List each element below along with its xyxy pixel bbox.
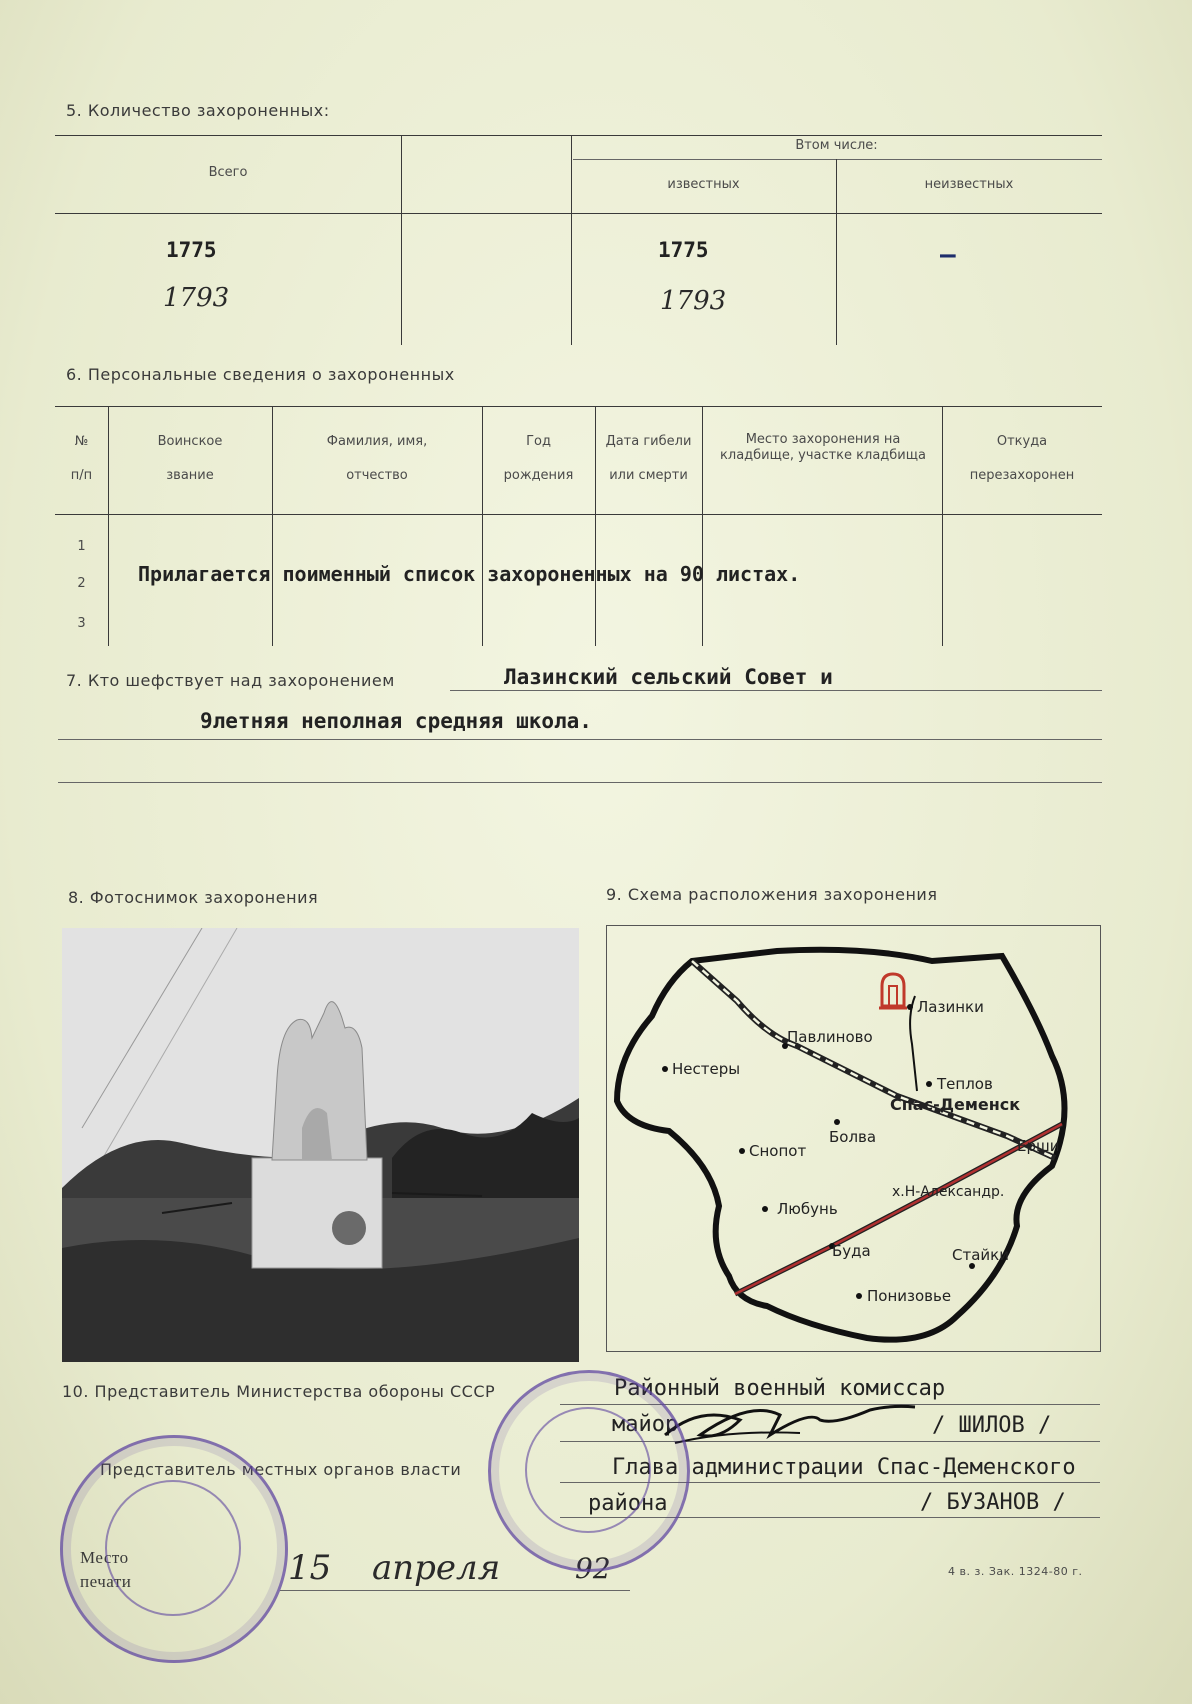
sec7-rule-2 [58,739,1102,740]
map-label-bolva: Болва [829,1128,877,1146]
memorial-photo-drawing [62,928,579,1362]
sec6-h-rank-2: звание [166,468,214,483]
sec6-h-name-2: отчество [346,468,408,483]
seal-emblem-ring [525,1407,651,1533]
map-label-lyubun: Любунь [777,1200,838,1218]
local-administration-seal [488,1370,690,1572]
sec10-date-month: апреля [372,1548,501,1588]
sec10-local-position-2: района [588,1491,668,1516]
sec7-patron-line-1: Лазинский сельский Совет и [504,665,833,689]
map-label-n-alexandr: х.Н-Александр. [892,1184,1005,1200]
map-label-ponizovye: Понизовье [867,1287,952,1305]
sec5-unknown-value: — [940,240,956,270]
sec5-top-rule [55,135,1102,136]
sec10-local-label: Представитель местных органов власти [100,1460,462,1479]
map-label-lazinki: Лазинки [917,998,984,1016]
sec10-print-note: 4 в. з. Зак. 1324-80 г. [948,1565,1083,1578]
memorial-photo [62,928,579,1362]
sec5-header-rule [55,213,1102,214]
sec5-col-known: известных [667,177,740,192]
location-map [606,925,1101,1352]
sec10-title: 10. Представитель Министерства обороны СССР [62,1382,496,1401]
sec5-divider-1 [401,135,402,345]
sec6-row-num: 1 [77,539,86,554]
sec10-date-year: 92 [575,1552,611,1585]
sec6-h-from-2: перезахоронен [969,468,1075,483]
map-label-nestery: Нестеры [672,1060,741,1078]
sec5-col-including: Втом числе: [795,138,878,153]
map-label-teplov: Теплов [937,1075,993,1093]
sec10-mo-position: Районный военный комиссар [614,1376,946,1401]
map-label-ershi: Ерши [1017,1137,1060,1155]
map-dot [856,1293,862,1299]
sec10-mo-rank: майор [612,1412,679,1437]
map-label-staiki: Стайки [952,1246,1009,1264]
sec10-local-position: Глава администрации Спас-Деменского [612,1455,1076,1480]
sec10-date-day: 15 [288,1548,332,1588]
map-label-pavlinovo: Павлиново [787,1028,873,1046]
sec6-attached-list-note: Прилагается поименный список захороненных на 90 листах. [138,562,801,586]
sec6-h-year-2: рождения [503,468,574,483]
sec10-local-name: / БУЗАНОВ / [920,1490,1066,1515]
sec6-h-place: Место захоронения на кладбище, участке кладбища [720,432,926,463]
map-dot [834,1119,840,1125]
sec6-row-num: 3 [77,616,86,631]
seal-emblem-ring [105,1480,241,1616]
sec6-h-year-1: Год [526,434,551,449]
military-commissariat-seal [60,1435,288,1663]
map-dot [739,1148,745,1154]
sec5-col-total: Всего [208,165,248,180]
sec10-mo-name: / ШИЛОВ / [932,1413,1052,1438]
sec7-rule-3 [58,782,1102,783]
sec5-sub-rule [573,159,1102,160]
sec6-title: 6. Персональные сведения о захороненных [66,365,455,384]
map-label-spas-demensk: Спас-Деменск [890,1095,1021,1114]
sec9-title: 9. Схема расположения захоронения [606,885,938,904]
sec7-patron-line-2: 9летняя неполная средняя школа. [200,709,592,733]
sec6-h-name-1: Фамилия, имя, [326,434,428,449]
signature [660,1395,920,1455]
sec5-total-typed: 1775 [166,238,217,262]
sec6-divider-5 [702,406,703,646]
sec7-title: 7. Кто шефствует над захоронением [66,671,395,690]
sec5-col-unknown: неизвестных [924,177,1014,192]
sec5-divider-2 [571,135,572,345]
sec10-seal-label-2: печати [80,1572,132,1591]
sec7-rule-1 [450,690,1102,691]
sec8-title: 8. Фотоснимок захоронения [68,888,319,907]
map-dot [907,1004,913,1010]
map-label-buda: Буда [832,1242,871,1260]
sec5-known-typed: 1775 [658,238,709,262]
burial-marker-icon [882,974,904,1006]
sec10-date-rule [280,1590,630,1591]
map-label-snopot: Снопот [749,1142,807,1160]
sec6-h-num-1: № [74,434,89,449]
map-dot [662,1066,668,1072]
map-dot [926,1081,932,1087]
sec6-h-date-2: или смерти [609,468,688,483]
location-map-drawing [607,926,1100,1351]
map-dot [762,1206,768,1212]
sec5-total-hand: 1793 [163,283,230,313]
sec6-top-rule [55,406,1102,407]
sec6-h-rank-1: Воинское [157,434,223,449]
sec6-h-num-2: п/п [70,468,93,483]
sec6-row-num: 2 [77,576,86,591]
sec5-title: 5. Количество захороненных: [66,101,330,120]
sec6-h-date-1: Дата гибели [605,434,692,449]
sec6-h-from-1: Откуда [996,434,1048,449]
sec10-seal-label-1: Место [80,1548,129,1567]
sec5-known-hand: 1793 [660,286,727,316]
sec6-header-rule [55,514,1102,515]
